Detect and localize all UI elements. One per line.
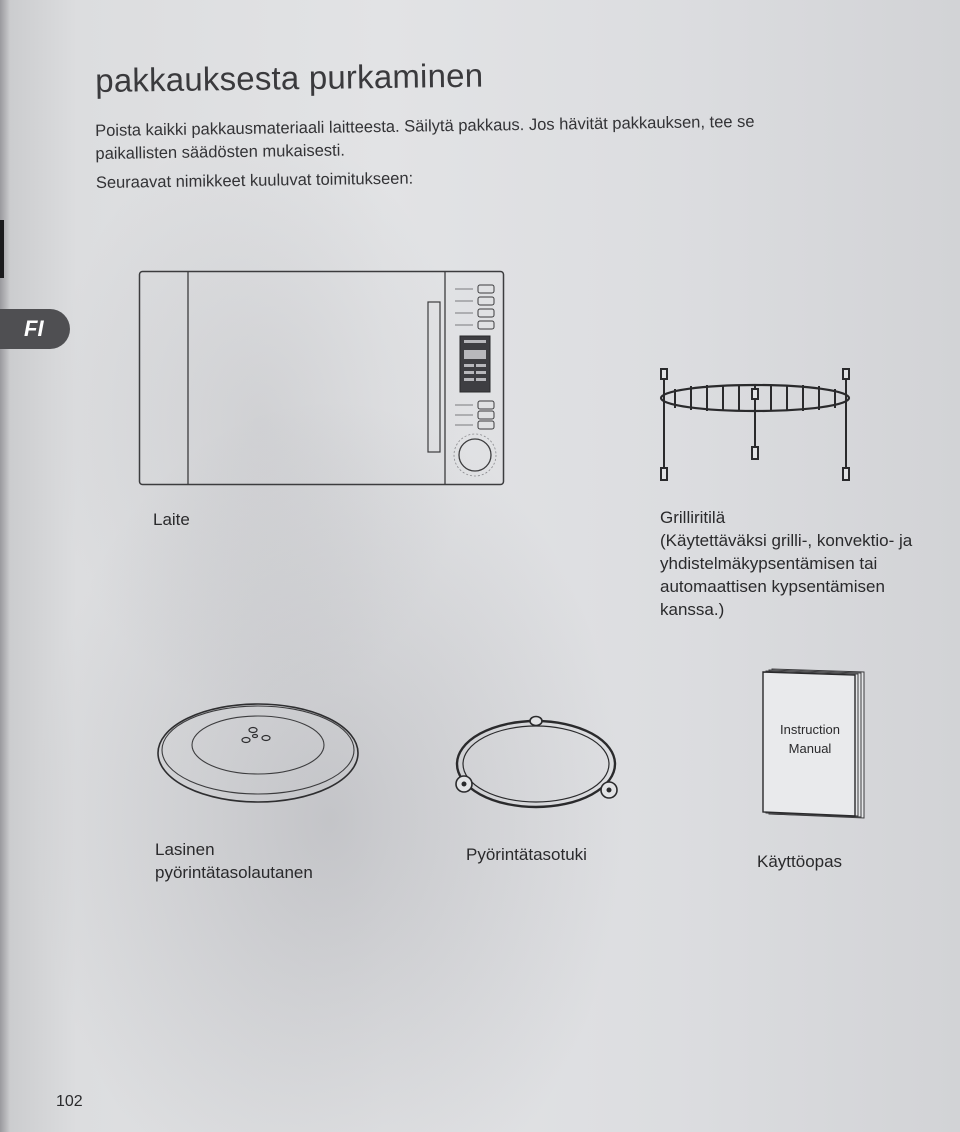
manual-cover-line-1: Instruction (780, 722, 840, 737)
intro-paragraph-1 (95, 109, 886, 166)
glass-tray-outer (158, 704, 358, 802)
grill-rack-caption (660, 506, 950, 621)
grill-rack-title: Grilliritilä (660, 508, 726, 527)
glass-tray-hub (242, 728, 270, 743)
microwave-illustration (138, 270, 506, 488)
appliance-caption: Laite (153, 510, 190, 529)
grill-rack-note-3: automaattisen kypsentämisen (660, 577, 885, 596)
glass-tray-caption-line-2: pyörintätasolautanen (155, 863, 313, 882)
roller-ring-caption: Pyörintätasotuki (466, 845, 587, 864)
glass-tray-caption (155, 838, 313, 884)
microwave-top-buttons (478, 285, 494, 329)
intro-paragraph-2: Seuraavat nimikkeet kuuluvat toimitukseen: (95, 169, 414, 192)
spine-mark (0, 220, 4, 278)
intro-line-2: paikallisten säädösten mukaisesti. (95, 141, 346, 163)
roller-ring-inner (463, 726, 609, 802)
microwave-body (140, 272, 504, 485)
page-number: 102 (56, 1093, 83, 1110)
glass-tray-rim (162, 706, 354, 794)
language-tab: FI (0, 309, 70, 349)
manual-caption: Käyttöopas (757, 852, 843, 871)
roller-ring-wheels (456, 717, 617, 799)
manual-illustration (760, 666, 868, 820)
manual-cover-line-2: Manual (788, 741, 832, 756)
grill-rack-note-4: kanssa.) (660, 600, 725, 619)
intro-text (95, 109, 886, 201)
grill-rack-note-2: yhdistelmäkypsentämisen tai (660, 554, 878, 573)
intro-line-1: Poista kaikki pakkausmateriaali laitteesta. Säilytä pakkaus. Jos hävität pakkauksen, tee se (95, 112, 755, 140)
microwave-dial-ring (454, 434, 496, 476)
roller-ring-outer (457, 721, 615, 807)
grill-rack-note-1: (Käytettäväksi grilli-, konvektio- ja (660, 531, 913, 550)
glass-tray-caption-line-1: Lasinen (155, 840, 215, 859)
roller-ring-illustration (452, 708, 622, 812)
microwave-dial (459, 439, 491, 471)
grill-rack-illustration (655, 365, 855, 487)
microwave-door-handle (428, 302, 440, 452)
glass-tray-illustration (155, 700, 361, 808)
page-title: pakkauksesta purkaminen (95, 56, 484, 99)
glass-tray-inner (192, 716, 324, 774)
microwave-bottom-buttons (478, 401, 494, 429)
